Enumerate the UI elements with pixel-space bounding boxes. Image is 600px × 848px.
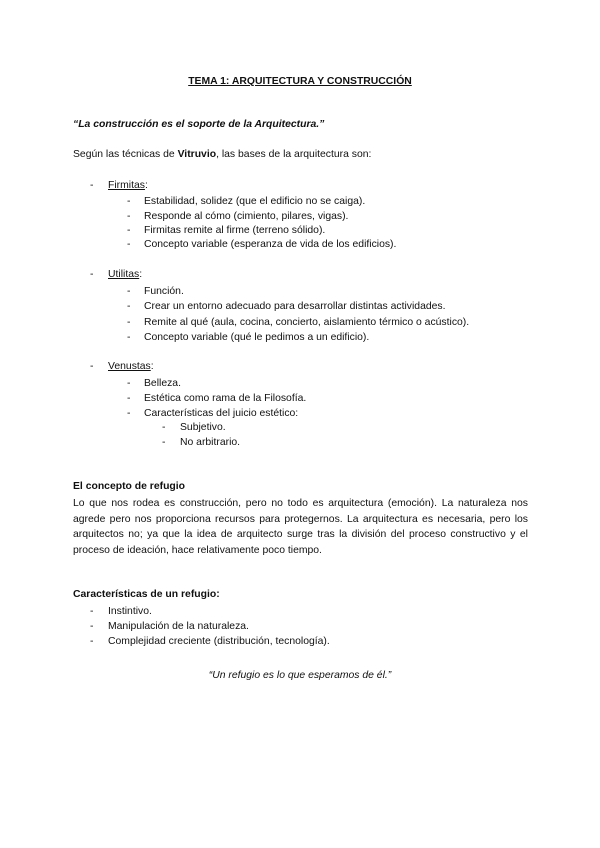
list-dash: - [162,437,166,448]
list-item: Concepto variable (esperanza de vida de los edificios). [144,239,397,250]
intro-before: Según las técnicas de [73,149,178,160]
list-dash: - [90,621,94,632]
list-dash: - [90,361,94,372]
list-item: Remite al qué (aula, cocina, concierto, aislamiento térmico o acústico). [144,317,470,328]
section-heading-caracteristicas: Características de un refugio: [73,589,220,600]
closing-quote: “Un refugio es lo que esperamos de él.” [208,670,392,681]
sub-list-item: Subjetivo. [180,422,226,433]
base-heading [108,267,142,282]
list-dash: - [127,317,131,328]
base-name: Venustas [108,361,151,372]
list-dash: - [127,301,131,312]
refugio-paragraph: Lo que nos rodea es construcción, pero no todo es arquitectura (emoción). La naturaleza nos agrede pero nos proporciona recursos para protegernos. La arquitectura es necesaria, pero los arquitectos no; ya que la idea de arquitecto surge tras la división del proceso constructivo y el proceso de ideación, hace relativamente poco tiempo. [73,498,528,556]
opening-quote: “La construcción es el soporte de la Arquitectura.” [73,119,325,130]
list-dash: - [127,408,131,419]
base-heading [108,359,154,374]
base-colon: : [139,269,143,280]
intro-after: , las bases de la arquitectura son: [216,149,372,160]
list-item: Responde al cómo (cimiento, pilares, vigas). [144,211,349,222]
list-item: Concepto variable (qué le pedimos a un edificio). [144,332,370,343]
list-item: Función. [144,286,184,297]
list-dash: - [127,196,131,207]
list-dash: - [127,211,131,222]
list-dash: - [127,225,131,236]
base-name: Firmitas [108,180,145,191]
list-item: Crear un entorno adecuado para desarrollar distintas actividades. [144,301,446,312]
intro-sentence [73,147,371,162]
list-item: Manipulación de la naturaleza. [108,621,249,632]
list-dash: - [127,239,131,250]
list-item: Firmitas remite al firme (terreno sólido). [144,225,326,236]
list-dash: - [90,606,94,617]
base-colon: : [144,180,148,191]
list-dash: - [90,180,94,191]
list-dash: - [127,332,131,343]
list-item: Estabilidad, solidez (que el edificio no se caiga). [144,196,366,207]
list-dash: - [127,393,131,404]
page-title: TEMA 1: ARQUITECTURA Y CONSTRUCCIÓN [188,76,412,87]
sub-list-item: No arbitrario. [180,437,241,448]
list-item: Características del juicio estético: [144,408,299,419]
list-dash: - [90,636,94,647]
list-dash: - [90,269,94,280]
intro-author: Vitruvio [177,149,217,160]
list-dash: - [127,286,131,297]
list-item: Belleza. [144,378,181,389]
base-heading [108,178,148,193]
list-item: Estética como rama de la Filosofía. [144,393,307,404]
section-heading-refugio: El concepto de refugio [73,481,185,492]
base-colon: : [150,361,154,372]
list-item: Complejidad creciente (distribución, tecnología). [108,636,330,647]
list-dash: - [127,378,131,389]
list-dash: - [162,422,166,433]
list-item: Instintivo. [108,606,152,617]
base-name: Utilitas [108,269,140,280]
